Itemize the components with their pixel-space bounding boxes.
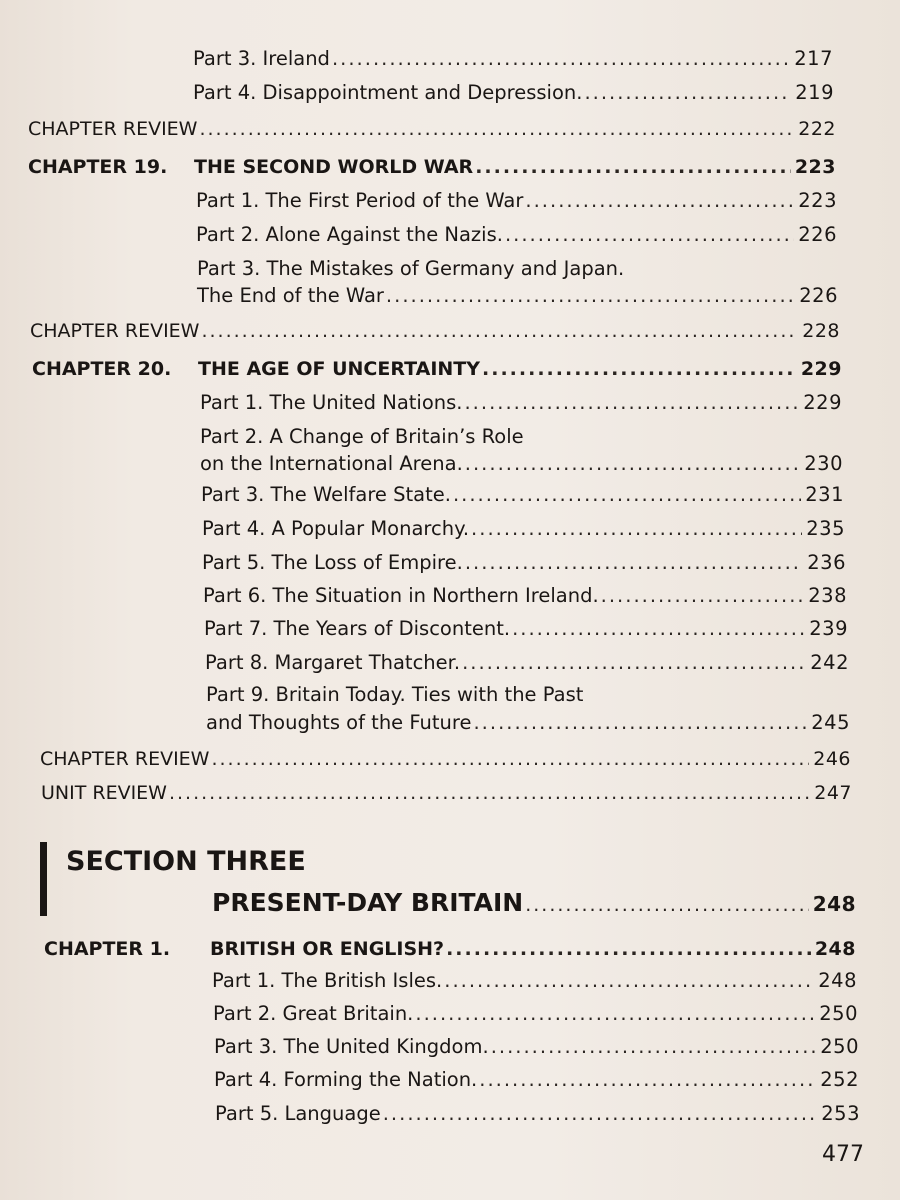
chapter-label: CHAPTER 19.	[28, 156, 168, 178]
entry-title: Part 6. The Situation in Northern Ireland.	[203, 584, 599, 607]
entry-title: Part 2. Alone Against the Nazis.	[196, 223, 503, 246]
entry-page: 253	[821, 1102, 860, 1125]
dot-leader	[211, 746, 809, 772]
dot-leader	[525, 890, 809, 920]
entry-page: 245	[811, 711, 850, 734]
entry-page: 226	[799, 284, 838, 307]
entry-title: CHAPTER REVIEW	[28, 118, 198, 140]
dot-leader	[386, 283, 795, 309]
entry-title: Part 3. The Welfare State.	[201, 483, 451, 506]
dot-leader	[199, 116, 794, 142]
entry-page: 238	[808, 584, 847, 607]
chapter-label: CHAPTER 1.	[44, 938, 171, 960]
entry-title: CHAPTER REVIEW	[40, 748, 210, 770]
entry-title: Part 4. Disappointment and Depression.	[193, 81, 583, 104]
dot-leader	[462, 650, 806, 676]
entry-title: Part 4. A Popular Monarchy.	[202, 517, 470, 540]
toc-entry-line2	[206, 710, 850, 736]
dot-leader	[465, 550, 803, 576]
entry-title: Part 2. A Change of Britain’s Role	[200, 425, 524, 448]
toc-entry-line2	[197, 283, 838, 309]
dot-leader	[473, 710, 807, 736]
chapter-review-entry	[40, 746, 851, 772]
toc-entry	[215, 1101, 860, 1127]
toc-entry	[203, 583, 847, 609]
dot-leader	[444, 968, 814, 994]
chapter-label: CHAPTER 20.	[32, 358, 172, 380]
chapter-title: THE AGE OF UNCERTAINTY	[198, 358, 481, 380]
entry-page: 250	[819, 1002, 858, 1025]
toc-entry	[196, 222, 837, 248]
entry-title: CHAPTER REVIEW	[30, 320, 200, 342]
entry-page: 248	[814, 938, 856, 960]
toc-entry	[214, 1034, 859, 1060]
chapter-title: THE SECOND WORLD WAR	[194, 156, 474, 178]
entry-title: Part 4. Forming the Nation.	[214, 1068, 478, 1091]
toc-entry	[212, 968, 857, 994]
entry-title: Part 3. Ireland	[193, 47, 330, 70]
entry-title: UNIT REVIEW	[41, 782, 167, 804]
entry-page: 219	[795, 81, 834, 104]
dot-leader	[479, 1067, 816, 1093]
entry-title: Part 1. The United Nations.	[200, 391, 463, 414]
entry-title: Part 3. The United Kingdom.	[214, 1035, 489, 1058]
chapter-heading-entry	[32, 356, 842, 382]
toc-entry-line1	[197, 256, 837, 282]
entry-page: 229	[803, 391, 842, 414]
entry-title: Part 1. The First Period of the War	[196, 189, 524, 212]
toc-entry-line1	[206, 682, 846, 708]
toc-entry	[200, 390, 842, 416]
entry-page: 247	[814, 782, 852, 804]
toc-entry	[202, 550, 846, 576]
entry-title: on the International Arena.	[200, 452, 463, 475]
dot-leader	[601, 583, 805, 609]
entry-page: 226	[798, 223, 837, 246]
chapter-review-entry	[30, 318, 840, 344]
section-heading: SECTION THREE	[66, 846, 306, 877]
toc-entry	[204, 616, 848, 642]
chapter-heading-entry	[28, 154, 836, 180]
dot-leader	[491, 1034, 817, 1060]
dot-leader	[453, 482, 801, 508]
dot-leader	[415, 1001, 815, 1027]
entry-page: 228	[802, 320, 840, 342]
entry-title: The End of the War	[197, 284, 384, 307]
section-title-entry	[212, 888, 856, 920]
chapter-title: BRITISH OR ENGLISH?	[210, 938, 445, 960]
entry-page: 252	[820, 1068, 859, 1091]
section-marker-bar	[40, 842, 47, 916]
dot-leader	[471, 516, 802, 542]
entry-page: 229	[800, 358, 842, 380]
entry-title: Part 1. The British Isles.	[212, 969, 443, 992]
dot-leader	[525, 188, 794, 214]
entry-page: 246	[813, 748, 851, 770]
page-number: 477	[822, 1142, 864, 1167]
chapter-review-entry	[28, 116, 836, 142]
entry-title: Part 8. Margaret Thatcher.	[205, 651, 461, 674]
entry-page: 230	[804, 452, 843, 475]
dot-leader	[446, 936, 811, 962]
dot-leader	[584, 80, 791, 106]
entry-title: and Thoughts of the Future	[206, 711, 472, 734]
dot-leader	[465, 451, 800, 477]
entry-title: Part 7. The Years of Discontent.	[204, 617, 511, 640]
toc-entry	[202, 516, 845, 542]
dot-leader	[169, 780, 810, 806]
toc-entry	[201, 482, 844, 508]
dot-leader	[383, 1101, 818, 1127]
entry-title: Part 3. The Mistakes of Germany and Japan.	[197, 257, 625, 280]
entry-title: Part 9. Britain Today. Ties with the Past	[206, 683, 584, 706]
entry-title: Part 5. The Loss of Empire.	[202, 551, 463, 574]
dot-leader	[201, 318, 798, 344]
entry-page: 248	[812, 892, 856, 916]
toc-entry	[196, 188, 837, 214]
chapter-heading-entry	[44, 936, 856, 962]
entry-page: 239	[809, 617, 848, 640]
toc-entry	[193, 80, 834, 106]
entry-page: 217	[794, 47, 833, 70]
dot-leader	[482, 356, 797, 382]
toc-entry	[193, 46, 833, 72]
dot-leader	[505, 222, 794, 248]
dot-leader	[512, 616, 805, 642]
entry-page: 235	[806, 517, 845, 540]
dot-leader	[332, 46, 790, 72]
entry-page: 248	[818, 969, 857, 992]
entry-page: 236	[807, 551, 846, 574]
entry-page: 223	[794, 156, 836, 178]
dot-leader	[464, 390, 799, 416]
toc-entry	[214, 1067, 859, 1093]
entry-title: Part 2. Great Britain.	[213, 1002, 414, 1025]
unit-review-entry	[41, 780, 852, 806]
entry-title: Part 5. Language	[215, 1102, 381, 1125]
toc-entry-line2	[200, 451, 843, 477]
entry-page: 250	[820, 1035, 859, 1058]
entry-page: 222	[798, 118, 836, 140]
entry-title: PRESENT-DAY BRITAIN	[212, 888, 524, 917]
entry-page: 223	[798, 189, 837, 212]
entry-page: 231	[805, 483, 844, 506]
toc-entry-line1	[200, 424, 840, 450]
dot-leader	[475, 154, 791, 180]
toc-entry	[213, 1001, 858, 1027]
toc-entry	[205, 650, 849, 676]
entry-page: 242	[810, 651, 849, 674]
